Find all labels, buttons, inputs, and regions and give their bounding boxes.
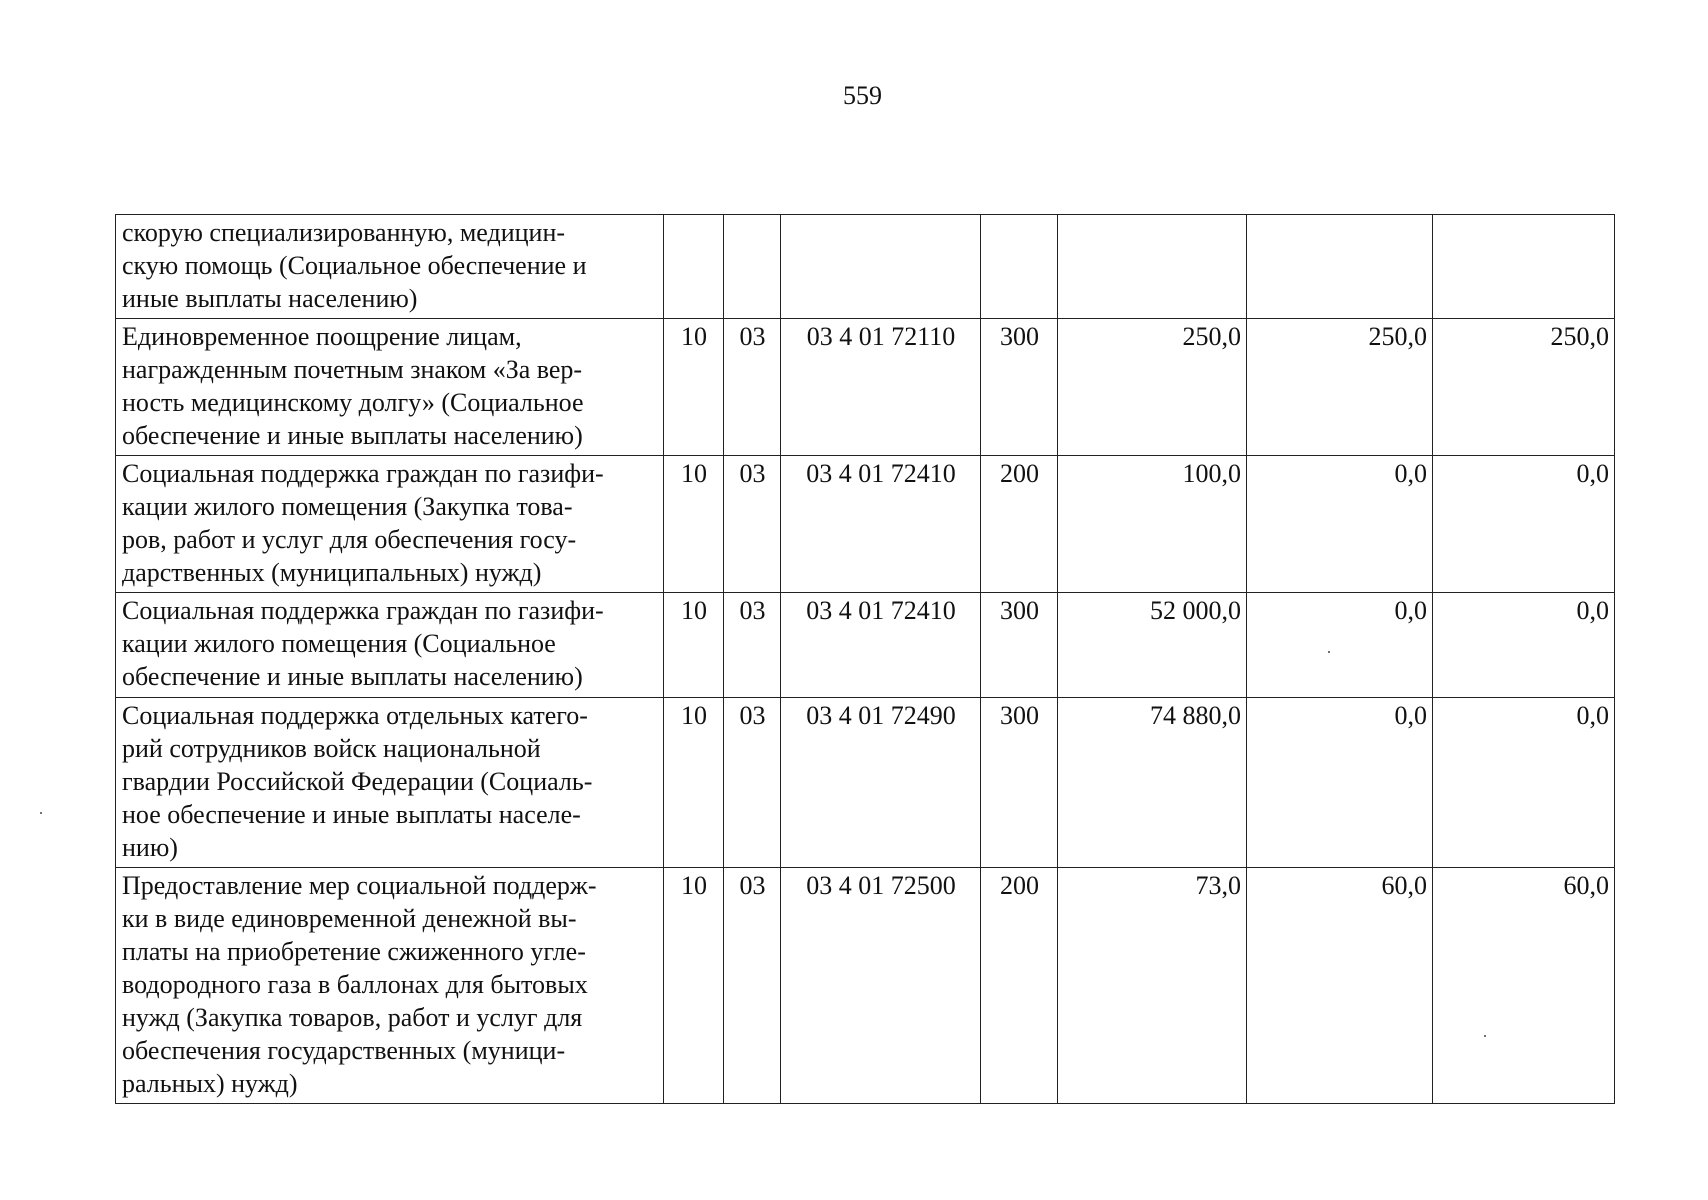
section-code-cell: 10 — [664, 698, 724, 868]
target-article-cell: 03 4 01 72410 — [781, 593, 981, 698]
row-name-cell: Предоставление мер социальной поддерж- ки в виде единовременной денежной вы- платы на приобретение сжиженного угле- водородного газа в баллонах для бытовых нужд (Закупка товаров, работ и услуг для обеспечения государственных (муници- pальных) нужд) — [116, 868, 664, 1104]
scan-speck — [40, 812, 42, 814]
section-code-cell: 10 — [664, 593, 724, 698]
amount-year3-cell: 0,0 — [1433, 456, 1615, 593]
table-row — [116, 593, 1615, 698]
scan-speck — [1328, 651, 1330, 653]
page-number: 559 — [843, 81, 882, 110]
amount-year3-cell: 0,0 — [1433, 593, 1615, 698]
expense-type-cell: 300 — [981, 698, 1058, 868]
amount-year1-cell: 74 880,0 — [1058, 698, 1247, 868]
target-article-cell — [781, 215, 981, 319]
target-article-cell: 03 4 01 72490 — [781, 698, 981, 868]
subsection-code-cell: 03 — [724, 593, 781, 698]
amount-year2-cell — [1247, 215, 1433, 319]
amount-year2-cell: 0,0 — [1247, 593, 1433, 698]
subsection-code-cell — [724, 215, 781, 319]
section-code-cell: 10 — [664, 456, 724, 593]
expense-type-cell — [981, 215, 1058, 319]
amount-year1-cell: 250,0 — [1058, 319, 1247, 456]
row-name-cell: Социальная поддержка граждан по газифи- кации жилого помещения (Закупка това- ров, работ и услуг для обеспечения госу- дарственных (муниципальных) нужд) — [116, 456, 664, 593]
table-row — [116, 215, 1615, 319]
row-name-cell: Социальная поддержка отдельных катего- рий сотрудников войск национальной гвардии Российской Федерации (Социаль- ное обеспечение и иные выплаты населе- нию) — [116, 698, 664, 868]
expense-type-cell: 200 — [981, 456, 1058, 593]
target-article-cell: 03 4 01 72110 — [781, 319, 981, 456]
amount-year2-cell: 250,0 — [1247, 319, 1433, 456]
row-name-cell: Социальная поддержка граждан по газифи- кации жилого помещения (Социальное обеспечение и иные выплаты населению) — [116, 593, 664, 698]
table-row — [116, 698, 1615, 868]
amount-year2-cell: 0,0 — [1247, 698, 1433, 868]
budget-table — [115, 214, 1615, 1104]
amount-year3-cell: 60,0 — [1433, 868, 1615, 1104]
target-article-cell: 03 4 01 72500 — [781, 868, 981, 1104]
amount-year1-cell: 73,0 — [1058, 868, 1247, 1104]
amount-year1-cell: 52 000,0 — [1058, 593, 1247, 698]
table-row — [116, 868, 1615, 1104]
section-code-cell — [664, 215, 724, 319]
amount-year2-cell: 60,0 — [1247, 868, 1433, 1104]
expense-type-cell: 300 — [981, 593, 1058, 698]
amount-year3-cell — [1433, 215, 1615, 319]
scan-speck — [1484, 1035, 1486, 1037]
subsection-code-cell: 03 — [724, 456, 781, 593]
subsection-code-cell: 03 — [724, 319, 781, 456]
amount-year2-cell: 0,0 — [1247, 456, 1433, 593]
target-article-cell: 03 4 01 72410 — [781, 456, 981, 593]
section-code-cell: 10 — [664, 319, 724, 456]
amount-year1-cell: 100,0 — [1058, 456, 1247, 593]
expense-type-cell: 200 — [981, 868, 1058, 1104]
amount-year3-cell: 250,0 — [1433, 319, 1615, 456]
row-name-cell: Единовременное поощрение лицам, награжденным почетным знаком «За вер- ность медицинскому долгу» (Социальное обеспечение и иные выплаты населению) — [116, 319, 664, 456]
amount-year3-cell: 0,0 — [1433, 698, 1615, 868]
expense-type-cell: 300 — [981, 319, 1058, 456]
subsection-code-cell: 03 — [724, 868, 781, 1104]
amount-year1-cell — [1058, 215, 1247, 319]
table-row — [116, 319, 1615, 456]
row-name-cell: скорую специализированную, медицин- скую помощь (Социальное обеспечение и иные выплаты населению) — [116, 215, 664, 319]
section-code-cell: 10 — [664, 868, 724, 1104]
subsection-code-cell: 03 — [724, 698, 781, 868]
table-row — [116, 456, 1615, 593]
